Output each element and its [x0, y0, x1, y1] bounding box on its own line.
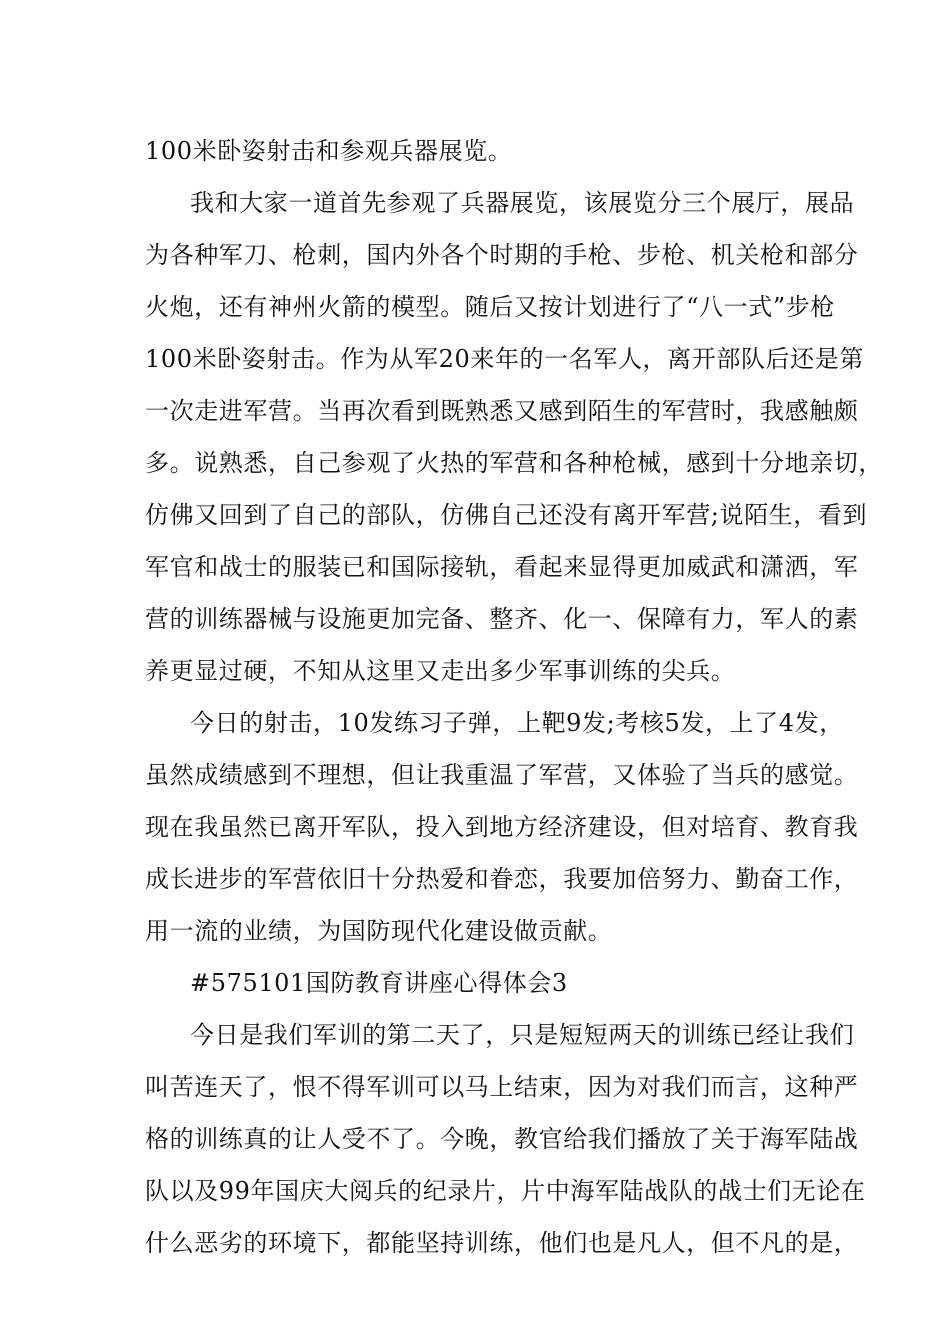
text-line: 多。说熟悉，自己参观了火热的军营和各种枪械，感到十分地亲切， [145, 449, 883, 477]
text-line: 100米卧姿射击。作为从军20来年的一名军人，离开部队后还是第 [145, 345, 864, 373]
text-line: 养更显过硬，不知从这里又走出多少军事训练的尖兵。 [145, 657, 736, 685]
text-line: 仿佛又回到了自己的部队，仿佛自己还没有离开军营;说陌生，看到 [145, 501, 868, 529]
text-line: 我和大家一道首先参观了兵器展览，该展览分三个展厅，展品 [190, 189, 855, 217]
text-line: 火炮，还有神州火箭的模型。随后又按计划进行了“八一式”步枪 [145, 293, 835, 321]
text-line: 现在我虽然已离开军队，投入到地方经济建设，但对培育、教育我 [145, 813, 859, 841]
text-line: 格的训练真的让人受不了。今晚，教官给我们播放了关于海军陆战 [145, 1125, 859, 1153]
text-line: 今日的射击，10发练习子弹，上靶9发;考核5发，上了4发， [190, 709, 844, 737]
section-heading: #575101国防教育讲座心得体会3 [190, 969, 568, 997]
text-line: 队以及99年国庆大阅兵的纪录片，片中海军陆战队的战士们无论在 [145, 1177, 866, 1205]
text-line: 100米卧姿射击和参观兵器展览。 [145, 137, 513, 165]
text-line: 用一流的业绩，为国防现代化建设做贡献。 [145, 917, 613, 945]
text-line: 军官和战士的服装已和国际接轨，看起来显得更加威武和潇洒，军 [145, 553, 859, 581]
text-line: 什么恶劣的环境下，都能坚持训练，他们也是凡人，但不凡的是， [145, 1229, 859, 1257]
text-line: 叫苦连天了，恨不得军训可以马上结束，因为对我们而言，这种严 [145, 1073, 859, 1101]
text-line: 成长进步的军营依旧十分热爱和眷恋，我要加倍努力、勤奋工作， [145, 865, 859, 893]
text-line: 虽然成绩感到不理想，但让我重温了军营，又体验了当兵的感觉。 [145, 761, 859, 789]
text-line: 为各种军刀、枪刺，国内外各个时期的手枪、步枪、机关枪和部分 [145, 241, 859, 269]
text-line: 今日是我们军训的第二天了，只是短短两天的训练已经让我们 [190, 1021, 855, 1049]
text-line: 一次走进军营。当再次看到既熟悉又感到陌生的军营时，我感触颇 [145, 397, 859, 425]
text-line: 营的训练器械与设施更加完备、整齐、化一、保障有力，军人的素 [145, 605, 859, 633]
